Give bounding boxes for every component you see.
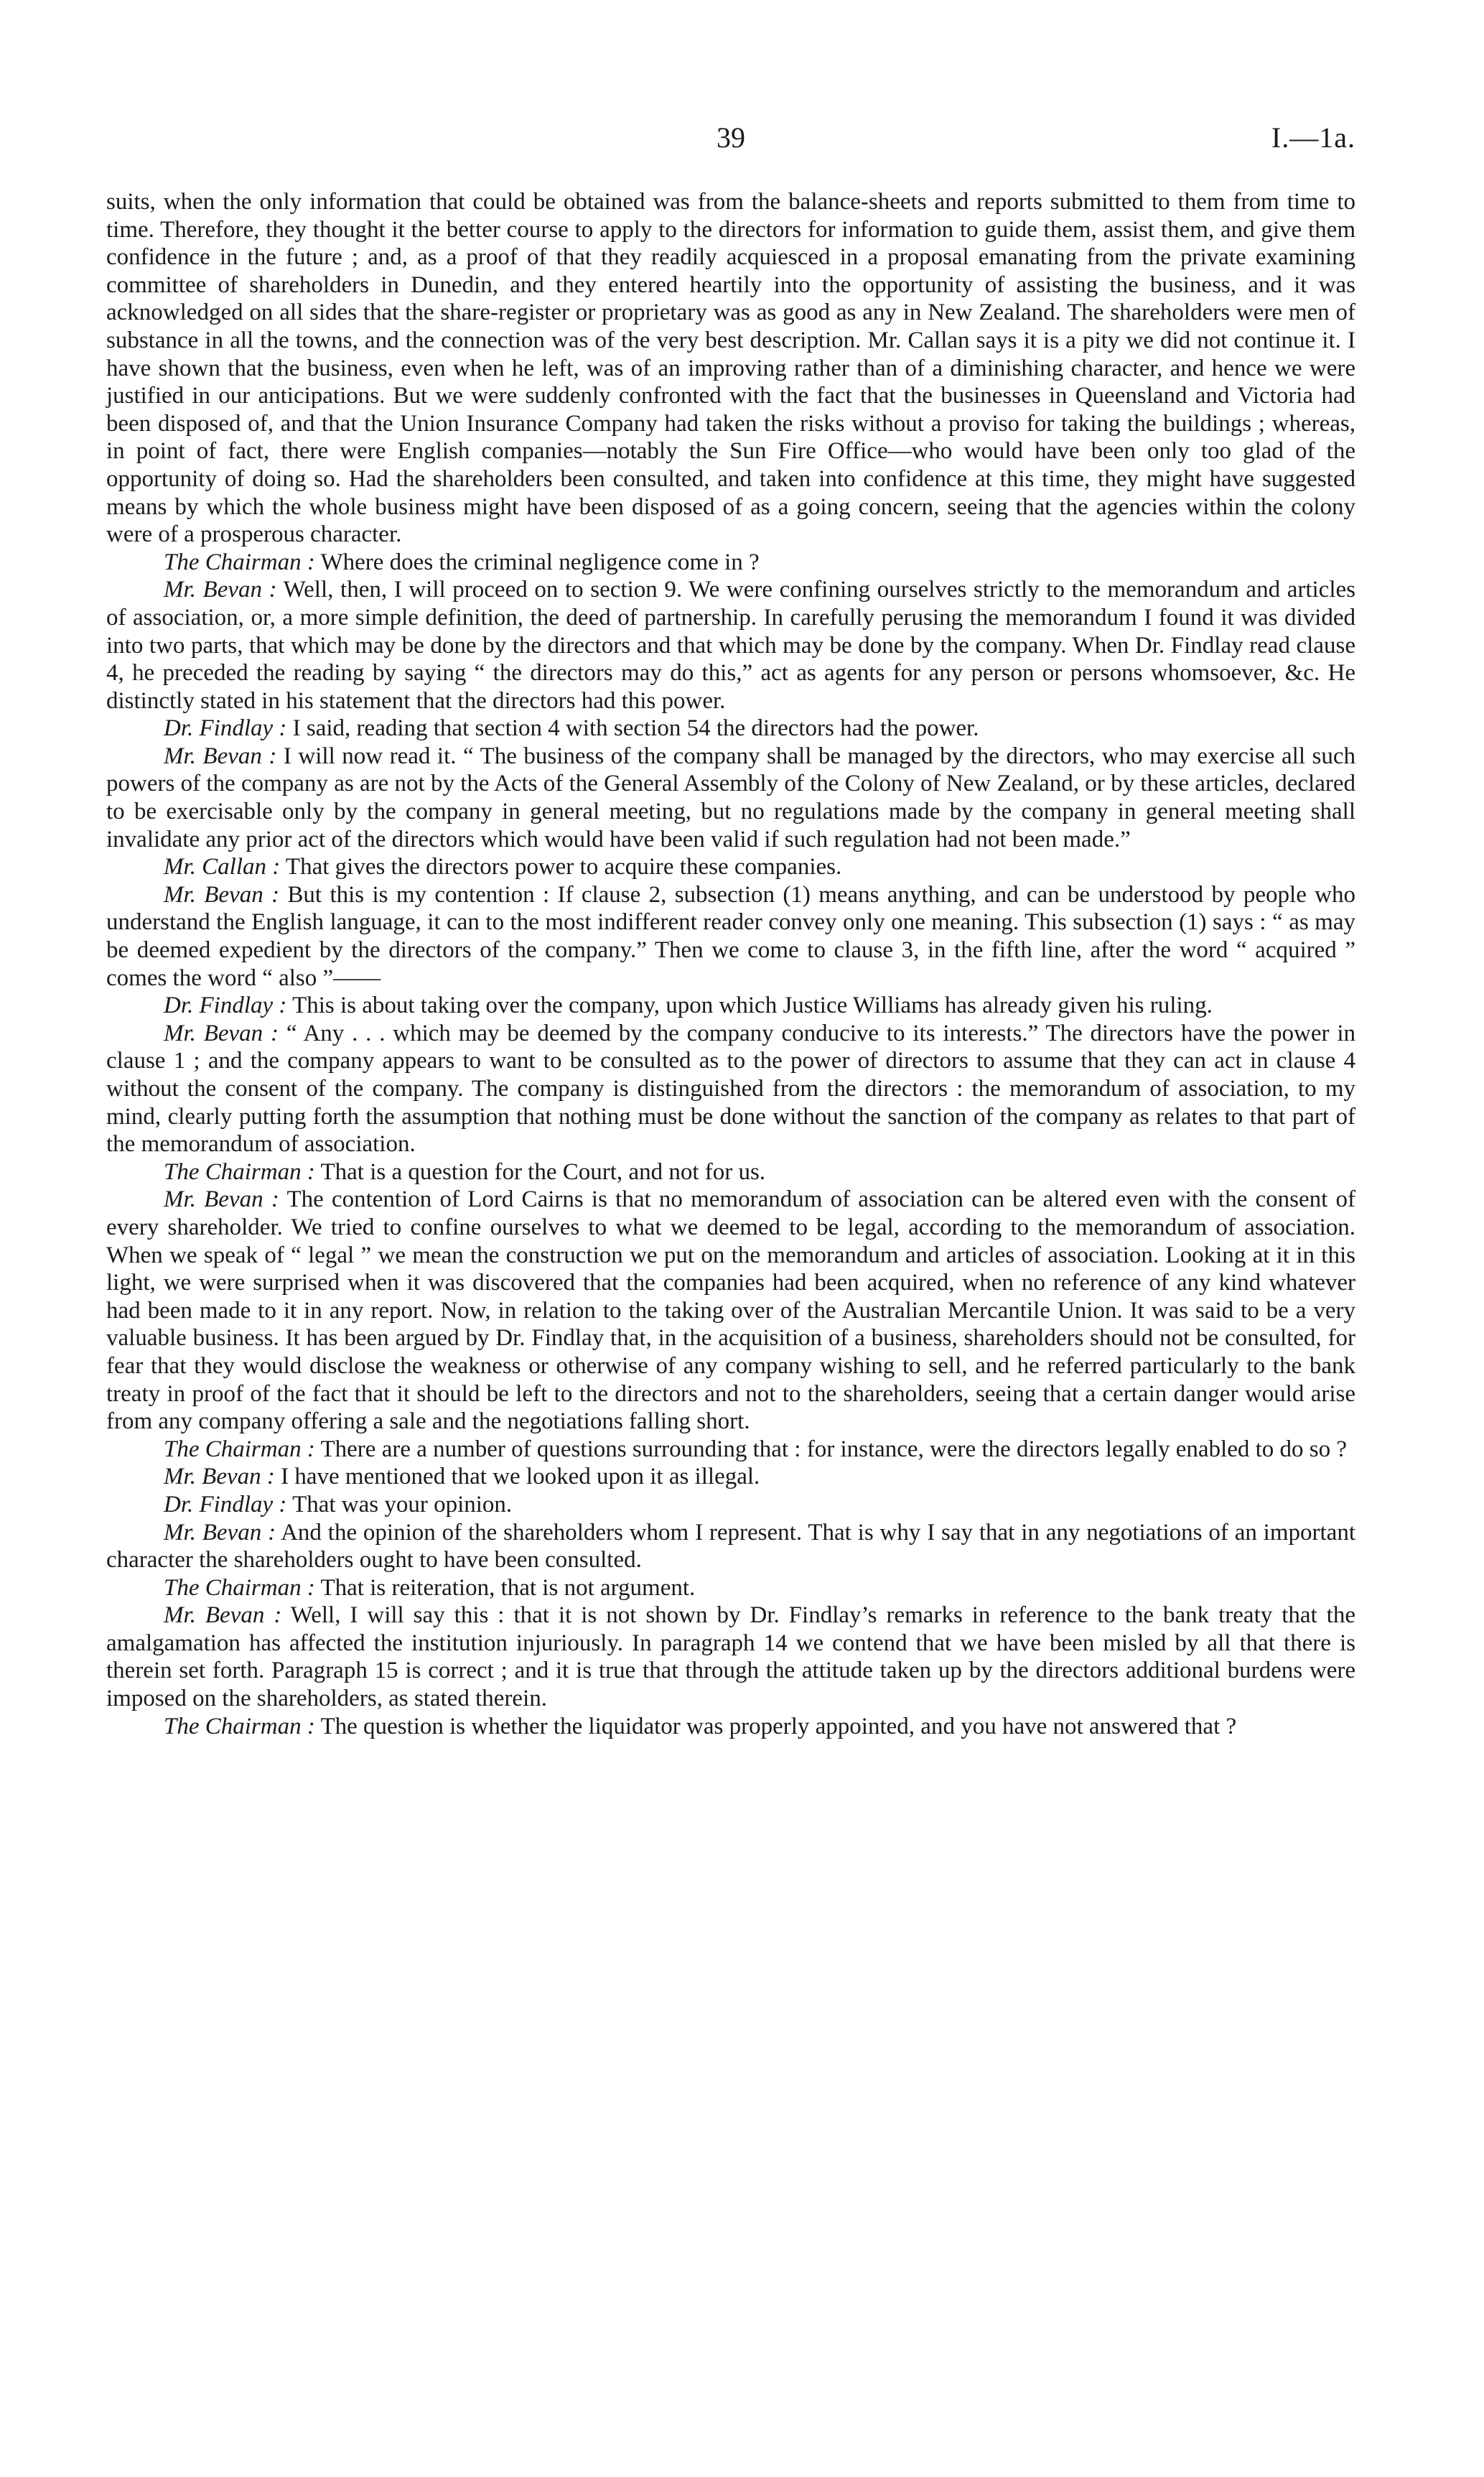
speaker-name: Mr. Bevan : — [164, 881, 280, 908]
paragraph — [106, 549, 1355, 577]
speaker-name: Dr. Findlay : — [164, 993, 287, 1019]
paragraph — [106, 715, 1355, 743]
paragraph-text: I will now read it. “ The business of the company shall be managed by the directors, who may exercise all such powers of the company as are not by the Acts of the General Assembly of the Colony of New Zealand, or by these articles, declared to be exercisable only by the company in general meeting, but no regulations made by the company in general meeting shall invalidate any prior act of the directors which would have been valid if such regulation had not been made.” — [106, 743, 1355, 852]
speaker-name: Mr. Bevan : — [164, 1186, 279, 1213]
page-header — [106, 121, 1355, 164]
paragraph — [106, 853, 1355, 881]
paragraph — [106, 1436, 1355, 1464]
paragraph-text: This is about taking over the company, upon which Justice Williams has already given his ruling. — [292, 993, 1213, 1019]
paragraph — [106, 1602, 1355, 1712]
page-number: 39 — [717, 121, 745, 154]
speaker-name: Mr. Bevan : — [164, 1519, 276, 1546]
paragraph-text: That gives the directors power to acquire these companies. — [285, 854, 842, 880]
paragraph-text: That was your opinion. — [292, 1491, 513, 1518]
paragraph-text: The question is whether the liquidator was properly appointed, and you have not answered that ? — [320, 1713, 1237, 1739]
speaker-name: Mr. Bevan : — [164, 743, 277, 769]
speaker-name: Mr. Bevan : — [164, 1602, 282, 1629]
paragraph-text: Well, then, I will proceed on to section 9. We were confining ourselves strictly to the memorandum and articles of association, or, a more simple definition, the deed of partnership. In carefully perusing the memorandum I found it was divided into two parts, that which may be done by the directors and that which may be done by the company. When Dr. Findlay read clause 4, he preceded the reading by saying “ the directors may do this,” act as agents for any person or persons whomsoever, &c. He distinctly stated in his statement that the directors had this power. — [106, 577, 1355, 714]
paragraph — [106, 1463, 1355, 1491]
paragraph — [106, 576, 1355, 715]
paragraph-text: I have mentioned that we looked upon it as illegal. — [281, 1464, 760, 1490]
speaker-name: Dr. Findlay : — [164, 715, 287, 742]
paragraph-text: And the opinion of the shareholders whom I represent. That is why I say that in any negotiations of an important character the shareholders ought to have been consulted. — [106, 1519, 1355, 1574]
speaker-name: The Chairman : — [164, 1574, 315, 1601]
paragraph — [106, 1713, 1355, 1741]
paragraph — [106, 1519, 1355, 1574]
body-text — [106, 188, 1355, 1740]
paragraph-text: I said, reading that section 4 with section 54 the directors had the power. — [292, 715, 979, 742]
paragraph-text: Well, I will say this : that it is not shown by Dr. Findlay’s remarks in reference to the bank treaty that the amalgamation has affected the institution injuriously. In paragraph 14 we contend that we have been misled by all that there is therein set forth. Paragraph 15 is correct ; and it is true that through the attitude taken up by the directors additional burdens were imposed on the shareholders, as stated therein. — [106, 1602, 1355, 1712]
paragraph — [106, 881, 1355, 992]
paragraph-text: suits, when the only information that could be obtained was from the balance-sheets and reports submitted to them from time to time. Therefore, they thought it the better course to apply to the directors for information to guide them, assist them, and give them confidence in the future ; and, as a proof of that they readily acquiesced in a proposal emanating from the private examining committee of shareholders in Dunedin, and they entered heartily into the opportunity of assisting the business, and it was acknowledged on all sides that the share-register or proprietary was as good as any in New Zealand. The shareholders were men of substance in all the towns, and the connection was of the very best description. Mr. Callan says it is a pity we did not continue it. I have shown that the business, even when he left, was of an improving rather than of a diminishing character, and hence we were justified in our anticipations. But we were suddenly confronted with the fact that the businesses in Queensland and Victoria had been disposed of, and that the Union Insurance Company had taken the risks without a proviso for taking the buildings ; whereas, in point of fact, there were English companies—notably the Sun Fire Office—who would have been only too glad of the opportunity of doing so. Had the shareholders been consulted, and taken into confidence at this time, they might have suggested means by which the whole business might have been disposed of as a going concern, seeing that the agencies within the colony were of a prosperous character. — [106, 189, 1355, 548]
paragraph-text: That is reiteration, that is not argument. — [320, 1574, 696, 1601]
paragraph — [106, 1491, 1355, 1519]
paragraph — [106, 188, 1355, 549]
paragraph-text: Where does the criminal negligence come in ? — [320, 549, 760, 575]
speaker-name: Dr. Findlay : — [164, 1491, 287, 1518]
paragraph — [106, 1574, 1355, 1602]
paragraph-text: “ Any . . . which may be deemed by the company conducive to its interests.” The directors have the power in clause 1 ; and the company appears to want to be consulted as to the power of directors to assume that they can act in clause 4 without the consent of the company. The company is distinguished from the directors : the memorandum of association, to my mind, clearly putting forth the assumption that nothing must be done without the sanction of the company as relates to that part of the memorandum of association. — [106, 1020, 1355, 1158]
paragraph — [106, 1186, 1355, 1435]
speaker-name: The Chairman : — [164, 1436, 315, 1462]
speaker-name: The Chairman : — [164, 549, 315, 575]
paragraph-text: The contention of Lord Cairns is that no memorandum of association can be altered even with the consent of every shareholder. We tried to confine ourselves to what we deemed to be legal, according to the memorandum of association. When we speak of “ legal ” we mean the construction we put on the memorandum and articles of association. Looking at it in this light, we were surprised when it was discovered that the companies had been acquired, when no reference of any kind whatever had been made to it in any report. Now, in relation to the taking over of the Australian Mercantile Union. It was said to be a very valuable business. It has been argued by Dr. Findlay that, in the acquisition of a business, shareholders should not be consulted, for fear that they would disclose the weakness or otherwise of any company wishing to sell, and he referred particularly to the bank treaty in proof of the fact that it should be left to the directors and not to the shareholders, seeing that a certain danger would arise from any company offering a sale and the negotiations falling short. — [106, 1186, 1355, 1435]
paragraph — [106, 1158, 1355, 1186]
paragraph — [106, 743, 1355, 853]
speaker-name: Mr. Bevan : — [164, 1464, 275, 1490]
speaker-name: Mr. Callan : — [164, 854, 281, 880]
paragraph-text: But this is my contention : If clause 2, subsection (1) means anything, and can be understood by people who understand the English language, it can to the most indifferent reader convey only one meaning. This subsection (1) says : “ as may be deemed expedient by the directors of the company.” Then we come to clause 3, in the fifth line, after the word “ acquired ” comes the word “ also ”—— — [106, 881, 1356, 991]
paragraph-text: There are a number of questions surrounding that : for instance, were the directors legally enabled to do so ? — [320, 1436, 1348, 1462]
paragraph-text: That is a question for the Court, and not for us. — [320, 1158, 766, 1185]
speaker-name: Mr. Bevan : — [164, 1020, 279, 1046]
paragraph — [106, 1020, 1355, 1158]
paragraph — [106, 992, 1355, 1020]
speaker-name: The Chairman : — [164, 1158, 315, 1185]
speaker-name: The Chairman : — [164, 1713, 315, 1739]
speaker-name: Mr. Bevan : — [164, 577, 277, 603]
document-reference: I.—1a. — [1271, 121, 1355, 154]
